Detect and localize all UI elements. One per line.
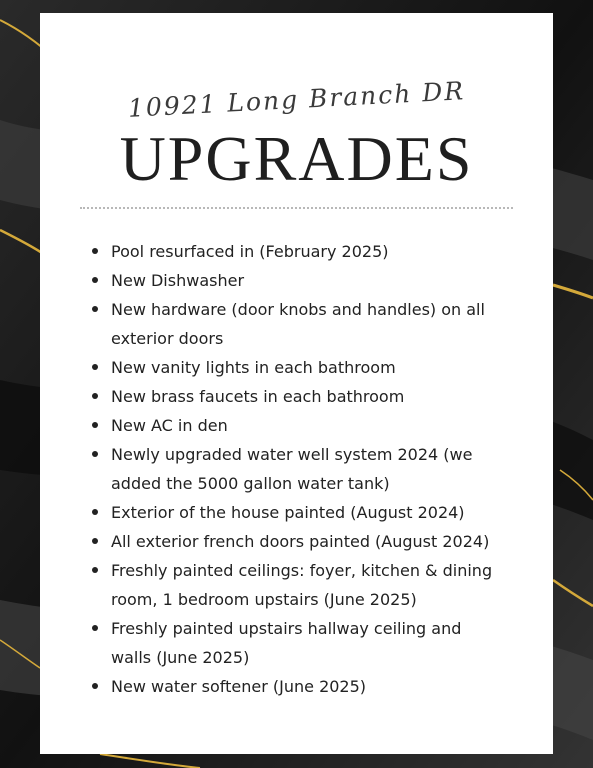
list-item-line: Pool resurfaced in (February 2025) bbox=[111, 242, 389, 261]
list-item-line: walls (June 2025) bbox=[111, 648, 250, 667]
list-item-line: New brass faucets in each bathroom bbox=[111, 387, 405, 406]
list-item bbox=[92, 498, 512, 527]
dotted-divider bbox=[80, 207, 513, 209]
list-item-line: New AC in den bbox=[111, 416, 228, 435]
list-item bbox=[92, 614, 512, 672]
list-item bbox=[92, 382, 512, 411]
list-item-line: Exterior of the house painted (August 2024) bbox=[111, 503, 465, 522]
list-item-line: New Dishwasher bbox=[111, 271, 245, 290]
list-item-line: Freshly painted upstairs hallway ceiling and bbox=[111, 619, 462, 638]
list-item bbox=[92, 237, 512, 266]
list-item bbox=[92, 295, 512, 353]
list-item-line: New vanity lights in each bathroom bbox=[111, 358, 396, 377]
list-item-line: exterior doors bbox=[111, 329, 224, 348]
list-item-line: Freshly painted ceilings: foyer, kitchen & dining bbox=[111, 561, 493, 580]
bullet-icon bbox=[92, 451, 98, 457]
bullet-icon bbox=[92, 277, 98, 283]
bullet-icon bbox=[92, 538, 98, 544]
list-item bbox=[92, 266, 512, 295]
bullet-icon bbox=[92, 683, 98, 689]
list-item-line: added the 5000 gallon water tank) bbox=[111, 474, 390, 493]
list-item-line: room, 1 bedroom upstairs (June 2025) bbox=[111, 590, 417, 609]
list-item-line: All exterior french doors painted (August 2024) bbox=[111, 532, 490, 551]
list-item bbox=[92, 527, 512, 556]
list-item-line: New water softener (June 2025) bbox=[111, 677, 367, 696]
bullet-icon bbox=[92, 393, 98, 399]
list-item bbox=[92, 672, 512, 701]
list-item bbox=[92, 556, 512, 614]
bullet-icon bbox=[92, 422, 98, 428]
bullet-icon bbox=[92, 509, 98, 515]
upgrades-list bbox=[92, 237, 512, 701]
list-item bbox=[92, 440, 512, 498]
list-item bbox=[92, 411, 512, 440]
address-heading: 10921 Long Branch DR bbox=[127, 76, 466, 123]
bullet-icon bbox=[92, 248, 98, 254]
bullet-icon bbox=[92, 567, 98, 573]
list-item-line: Newly upgraded water well system 2024 (we bbox=[111, 445, 473, 464]
upgrades-card bbox=[40, 13, 553, 754]
list-item bbox=[92, 353, 512, 382]
page-title: UPGRADES bbox=[119, 123, 474, 194]
bullet-icon bbox=[92, 364, 98, 370]
bullet-icon bbox=[92, 306, 98, 312]
bullet-icon bbox=[92, 625, 98, 631]
list-item-line: New hardware (door knobs and handles) on all bbox=[111, 300, 485, 319]
